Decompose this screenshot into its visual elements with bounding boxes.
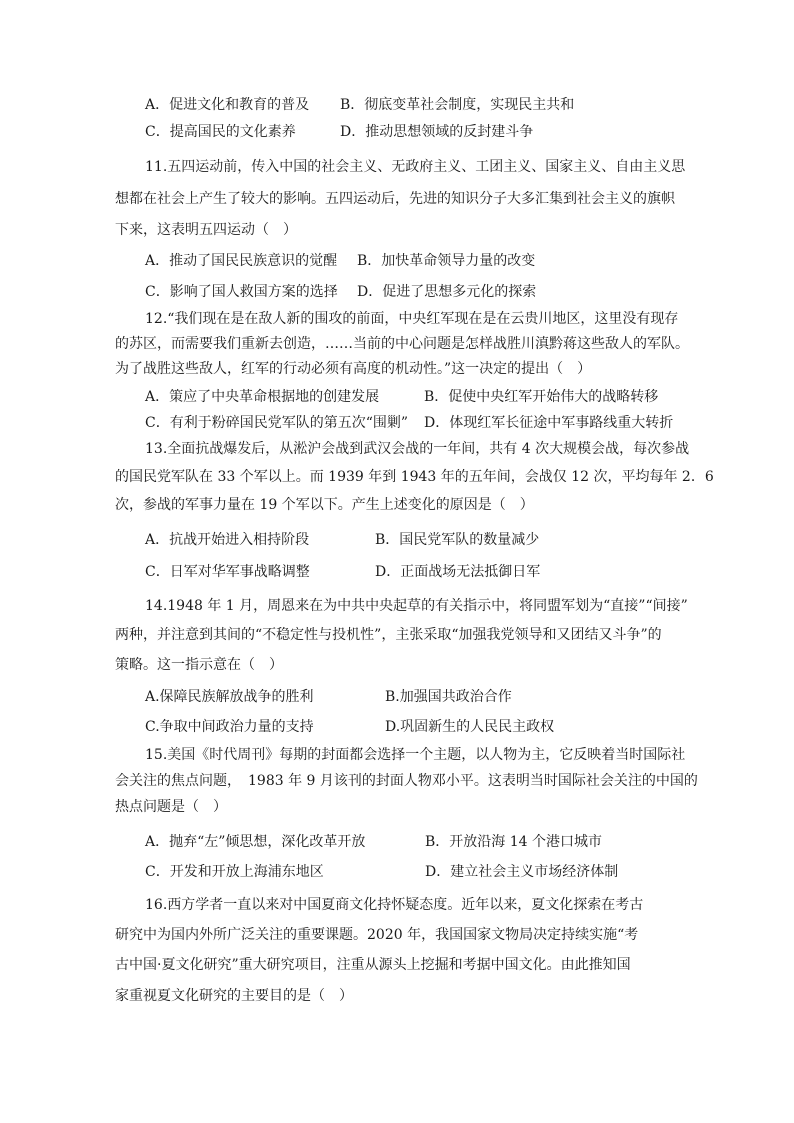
q15-option-c: C．开发和开放上海浦东地区 [145,864,324,880]
q11-option-b: B．加快革命领导力量的改变 [357,253,536,269]
q11-option-c: C．影响了国人救国方案的选择 [145,284,338,300]
q12-option-d: D．体现红军长征途中军事路线重大转折 [424,415,674,431]
q13-option-d: D．正面战场无法抵御日军 [375,564,541,580]
q14-option-a: A.保障民族解放战争的胜利 [145,689,314,705]
q14-option-c: C.争取中间政治力量的支持 [145,719,314,735]
q14-stem-line-3: 策略。这一指示意在（ ） [115,657,283,673]
q16-stem-line-4: 家重视夏文化研究的主要目的是（ ） [115,988,353,1004]
q15-stem-line-1: 15.美国《时代周刊》每期的封面都会选择一个主题，以人物为主，它反映着当时国际社 [145,747,686,763]
q14-option-b: B.加强国共政治合作 [385,689,512,705]
q13-option-a: A．抗战开始进入相持阶段 [145,532,310,548]
q10-option-b: B．彻底变革社会制度，实现民主共和 [340,97,575,113]
q13-option-b: B．国民党军队的数量减少 [375,532,540,548]
q12-stem-line-1: 12.“我们现在是在敌人新的围攻的前面，中央红军现在是在云贵川地区，这里没有现存 [145,311,679,327]
q15-option-b: B．开放沿海 14 个港口城市 [425,834,603,850]
q15-stem-line-2: 会关注的焦点问题， 1983 年 9 月该刊的封面人物邓小平。这表明当时国际社会关注的中国的 [115,773,698,789]
q11-stem-line-1: 11.五四运动前，传入中国的社会主义、无政府主义、工团主义、国家主义、自由主义思 [145,159,686,175]
q12-stem-line-2: 的苏区，而需要我们重新去创造，……当前的中心问题是怎样战胜川滇黔蒋这些敌人的军队。 [115,336,689,352]
q10-option-c: C．提高国民的文化素养 [145,124,296,140]
q10-option-a: A．促进文化和教育的普及 [145,97,310,113]
q15-option-a: A．抛弃“左”倾思想，深化改革开放 [145,834,366,850]
q11-option-a: A．推动了国民民族意识的觉醒 [145,253,338,269]
q16-stem-line-1: 16.西方学者一直以来对中国夏商文化持怀疑态度。近年以来，夏文化探索在考古 [145,897,644,913]
q13-stem-line-1: 13.全面抗战爆发后，从淞沪会战到武汉会战的一年间，共有 4 次大规模会战，每次参战 [145,441,690,457]
q12-stem-line-3: 为了战胜这些敌人，红军的行动必须有高度的机动性。”这一决定的提出（ ） [115,361,592,377]
q10-option-d: D．推动思想领域的反封建斗争 [340,124,534,140]
q12-option-b: B．促使中央红军开始伟大的战略转移 [424,389,659,405]
q14-option-d: D.巩固新生的人民民主政权 [385,719,555,735]
q15-option-d: D．建立社会主义市场经济体制 [425,864,619,880]
q12-option-c: C．有利于粉碎国民党军队的第五次“围剿” [145,415,409,431]
q16-stem-line-3: 古中国·夏文化研究”重大研究项目，注重从源头上挖掘和考据中国文化。由此推知国 [115,957,631,973]
q14-stem-line-1: 14.1948 年 1 月，周恩来在为中共中央起草的有关指示中，将同盟军划为“直接”“间接” [145,598,688,614]
q11-option-d: D．促进了思想多元化的探索 [357,284,537,300]
q13-stem-line-2: 的国民党军队在 33 个军以上。而 1939 年到 1943 年的五年间，会战仅 12 次，平均每年 2．6 [115,469,714,485]
q13-option-c: C．日军对华军事战略调整 [145,564,310,580]
q12-option-a: A．策应了中央革命根据地的创建发展 [145,389,380,405]
q13-stem-line-3: 次，参战的军事力量在 19 个军以下。产生上述变化的原因是（ ） [115,497,534,513]
q11-stem-line-3: 下来，这表明五四运动（ ） [115,222,297,238]
q14-stem-line-2: 两种，并注意到其间的“不稳定性与投机性”，主张采取“加强我党领导和又团结又斗争”的 [115,627,662,643]
q15-stem-line-3: 热点问题是（ ） [115,799,227,815]
q16-stem-line-2: 研究中为国内外所广泛关注的重要课题。2020 年，我国国家文物局决定持续实施“考 [115,927,639,943]
q11-stem-line-2: 想都在社会上产生了较大的影响。五四运动后，先进的知识分子大多汇集到社会主义的旗帜 [115,191,675,207]
